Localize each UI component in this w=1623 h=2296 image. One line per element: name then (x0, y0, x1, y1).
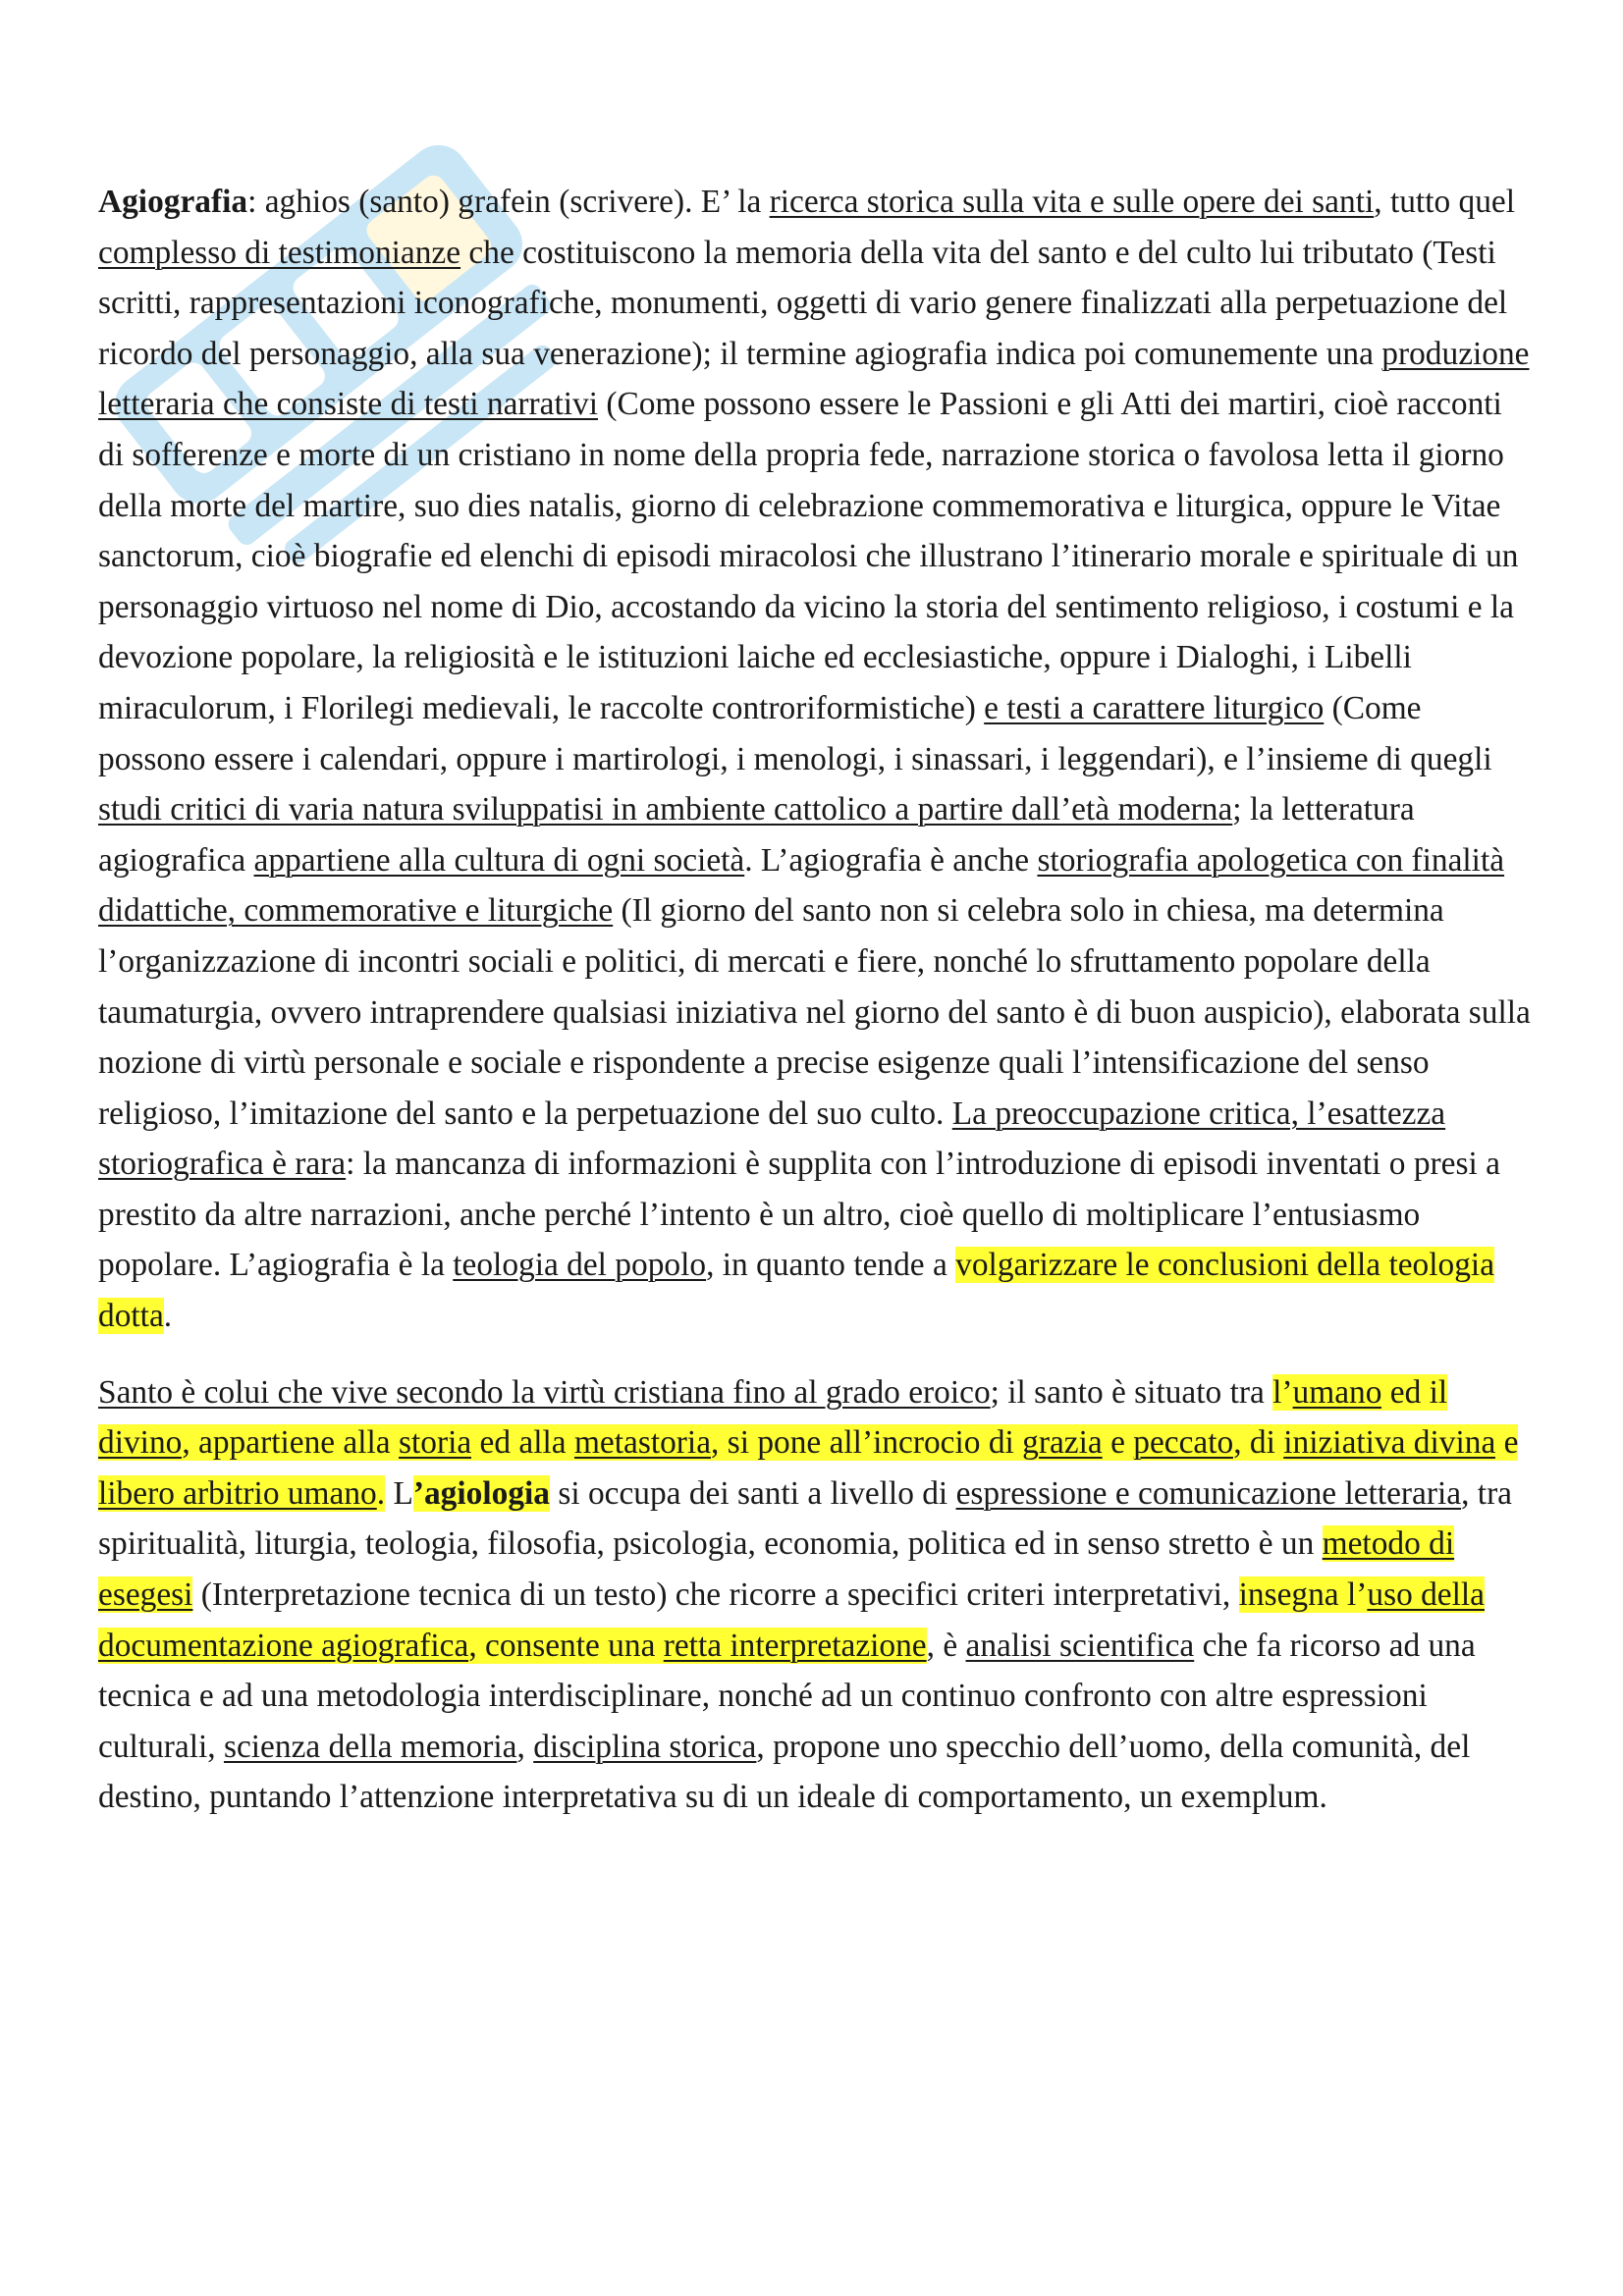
text-run: e (1495, 1424, 1519, 1462)
text-run: , si pone all’incrocio di (711, 1424, 1023, 1462)
text-run: ed il (1381, 1373, 1448, 1411)
text-run: metodo di esegesi (98, 1525, 1455, 1614)
text-run: , consente una (468, 1627, 664, 1664)
text-run: (Come possono essere i calendari, oppure i martirologi, i menologi, i sinassari, i leggendari), e l’insieme di quegli (98, 689, 1492, 777)
text-run: teologia del popolo (453, 1247, 707, 1284)
text-run: iniziativa divina (1283, 1424, 1496, 1462)
text-run: . L’agiografia è anche (744, 841, 1038, 879)
text-run: , in quanto tende a (706, 1247, 956, 1284)
document-page (98, 177, 1532, 1823)
text-run: complesso di testimonianze (98, 234, 461, 271)
paragraph-agiografia (98, 177, 1532, 1342)
text-run: . (376, 1474, 386, 1512)
text-run: umano (1292, 1373, 1382, 1411)
text-run: produzione letteraria che consiste di testi narrativi (98, 335, 1530, 423)
text-run: si occupa dei santi a livello di (549, 1474, 956, 1512)
text-run: scienza della memoria (223, 1728, 517, 1765)
text-run: ’agiologia (412, 1474, 550, 1512)
text-run: Santo è colui che vive secondo la virtù cristiana fino al grado eroico (98, 1373, 991, 1411)
text-run: e testi a carattere liturgico (984, 689, 1325, 726)
text-run: peccato (1133, 1424, 1234, 1462)
text-run: disciplina storica (533, 1728, 757, 1765)
text-run: (Il giorno del santo non si celebra solo in chiesa, ma determina l’organizzazione di incontri sociali e politici, di mercati e fiere, nonché lo sfruttamento popolare della taumaturgia, ovvero intraprendere qualsiasi iniziativa nel giorno del santo è di buon auspicio), elaborata sulla nozione di virtù personale e sociale e rispondente a precise esigenze quali l’intensificazione del senso religioso, l’imitazione del santo e la perpetuazione del suo culto. (98, 892, 1531, 1132)
text-run: e (1102, 1424, 1134, 1462)
text-run: retta interpretazione (663, 1627, 927, 1664)
paragraph-santo-agiologia (98, 1367, 1532, 1823)
text-run: , appartiene alla (182, 1424, 399, 1462)
text-run: divino (98, 1424, 183, 1462)
text-run: . (163, 1298, 173, 1335)
text-run: espressione e comunicazione letteraria (955, 1474, 1462, 1512)
text-run: ; il santo è situato tra (990, 1373, 1273, 1411)
text-run: Agiografia (98, 184, 248, 220)
text-run: ed alla (471, 1424, 574, 1462)
text-run: L (385, 1474, 413, 1512)
text-run: ricerca storica sulla vita e sulle opere dei santi (769, 184, 1375, 220)
text-run: studi critici di varia natura sviluppatisi in ambiente cattolico a partire dall’età moderna (98, 791, 1233, 828)
text-run: che costituiscono la memoria della vita del santo e del culto lui tributato (Testi scritti, rappresentazioni iconografiche, monumenti, oggetti di vario genere finalizzati alla perpetuazione del ricordo del personaggio, alla sua venerazione); il termine agiografia indica poi comunemente una (98, 234, 1508, 372)
text-run: La preoccupazione critica, l’esattezza storiografica è rara (98, 1095, 1446, 1183)
text-run: metastoria (573, 1424, 712, 1462)
text-run: volgarizzare le conclusioni della teologia dotta (98, 1247, 1495, 1335)
text-run: (Come possono essere le Passioni e gli Atti dei martiri, cioè racconti di sofferenze e morte di un cristiano in nome della propria fede, narrazione storica o favolosa letta il giorno della morte del martire, suo dies natalis, giorno di celebrazione commemorativa e liturgica, oppure le Vitae sanctorum, cioè biografie ed elenchi di episodi miracolosi che illustrano l’itinerario morale e spirituale di un personaggio virtuoso nel nome di Dio, accostando da vicino la storia del sentimento religioso, i costumi e la devozione popolare, la religiosità e le istituzioni laiche ed ecclesiastiche, oppure i Dialoghi, i Libelli miraculorum, i Florilegi medievali, le raccolte controriformistiche) (98, 386, 1519, 726)
text-run: analisi scientifica (965, 1627, 1195, 1664)
text-run: insegna l’ (1238, 1576, 1368, 1614)
text-run: , (516, 1728, 534, 1765)
text-run: appartiene alla cultura di ogni società (253, 841, 745, 879)
text-run: che fa ricorso ad una tecnica e ad una metodologia interdisciplinare, nonché ad un continuo confronto con altre espressioni culturali, (98, 1627, 1476, 1765)
text-run: uso della documentazione agiografica (98, 1576, 1485, 1664)
text-run: grazia (1022, 1424, 1103, 1462)
text-run: : aghios (santo) grafein (scrivere). E’ la (247, 184, 770, 220)
text-run: ; la letteratura agiografica (98, 791, 1415, 879)
text-run: : la mancanza di informazioni è supplita con l’introduzione di episodi inventati o presi a prestito da altre narrazioni, anche perché l’intento è un altro, cioè quello di moltiplicare l’entusiasmo popolare. L’agiografia è la (98, 1146, 1500, 1284)
text-run: , è (926, 1627, 966, 1664)
text-run: l’ (1272, 1373, 1293, 1411)
text-run: , di (1233, 1424, 1284, 1462)
text-run: , propone uno specchio dell’uomo, della comunità, del destino, puntando l’attenzione interpretativa su di un ideale di comportamento, un exemplum. (98, 1728, 1471, 1816)
text-run: , tutto quel (1374, 184, 1516, 220)
text-run: , tra spiritualità, liturgia, teologia, filosofia, psicologia, economia, politica ed in senso stretto è un (98, 1474, 1513, 1563)
text-run: storiografia apologetica con finalità didattiche, commemorative e liturgiche (98, 841, 1505, 930)
text-run: (Interpretazione tecnica di un testo) che ricorre a specifici criteri interpretativi, (192, 1576, 1239, 1614)
text-run: libero arbitrio umano (98, 1474, 377, 1512)
text-run: storia (398, 1424, 472, 1462)
